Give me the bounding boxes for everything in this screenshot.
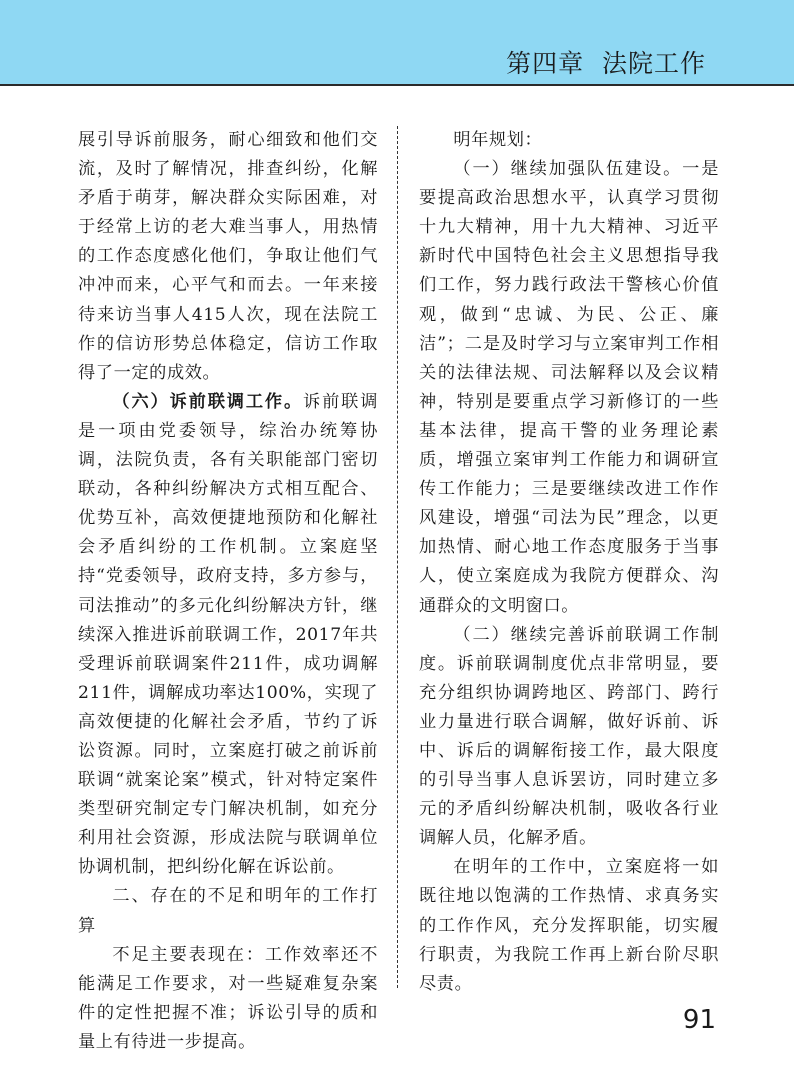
chapter-title: 第四章 法院工作 xyxy=(506,49,706,78)
paragraph: 不足主要表现在：工作效率还不能满足工作要求，对一些疑难复杂案件的定性把握不准；诉讼引导的质和量上有待进一步提高。 xyxy=(78,944,378,1052)
paragraph: （二）继续完善诉前联调工作制度。诉前联调制度优点非常明显，要充分组织协调跨地区、跨部门、跨行业力量进行联合调解，做好诉前、诉中、诉后的调解衔接工作，最大限度的引导当事人息诉罢访，同时建立多元的矛盾纠纷解决机制，吸收各行业调解人员，化解矛盾。 xyxy=(419,624,719,849)
paragraph: 展引导诉前服务，耐心细致和他们交流，及时了解情况，排查纠纷，化解矛盾于萌芽，解决群众实际困难，对于经常上访的老大难当事人，用热情的工作态度感化他们，争取让他们气冲冲而来，心平气和而去。一年来接待来访当事人415人次，现在法院工作的信访形势总体稳定，信访工作取得了一定的成效。 xyxy=(78,130,378,383)
column-divider xyxy=(397,126,398,988)
paragraph-body: 诉前联调是一项由党委领导，综治办统筹协调，法院负责，各有关职能部门密切联动，各种纠纷解决方式相互配合、优势互补，高效便捷地预防和化解社会矛盾纠纷的工作机制。立案庭坚持“党委领导，政府支持，多方参与，司法推动”的多元化纠纷解决方针，继续深入推进诉前联调工作，2017年共受理诉前联调案件211件，成功调解211件，调解成功率达100%，实现了高效便捷的化解社会矛盾，节约了诉讼资源。同时，立案庭打破之前诉前联调“就案论案”模式，针对特定案件类型研究制定专门解决机制，如充分利用社会资源，形成法院与联调单位协调机制，把纠纷化解在诉讼前。 xyxy=(78,391,378,878)
header-divider-line xyxy=(0,84,794,86)
left-text-column xyxy=(78,126,378,1057)
paragraph: 明年规划： xyxy=(453,130,543,150)
right-text-column xyxy=(419,126,719,999)
paragraph xyxy=(78,388,378,883)
section-heading: 二、存在的不足和明年的工作打算 xyxy=(78,886,378,936)
section-heading: （六）诉前联调工作。 xyxy=(112,391,304,412)
paragraph: 在明年的工作中，立案庭将一如既往地以饱满的工作热情、求真务实的工作作风，充分发挥职能，切实履行职责，为我院工作再上新台阶尽职尽责。 xyxy=(419,857,719,994)
page-number: 91 xyxy=(682,1005,716,1035)
paragraph: （一）继续加强队伍建设。一是要提高政治思想水平，认真学习贯彻十九大精神，用十九大精神、习近平新时代中国特色社会主义思想指导我们工作，努力践行政法干警核心价值观，做到“忠诚、为民、公正、廉洁”；二是及时学习与立案审判工作相关的法律法规、司法解释以及会议精神，特别是要重点学习新修订的一些基本法律，提高干警的业务理论素质，增强立案审判工作能力和调研宣传工作能力；三是要继续改进工作作风建设，增强“司法为民”理念，以更加热情、耐心地工作态度服务于当事人，使立案庭成为我院方便群众、沟通群众的文明窗口。 xyxy=(419,159,719,616)
